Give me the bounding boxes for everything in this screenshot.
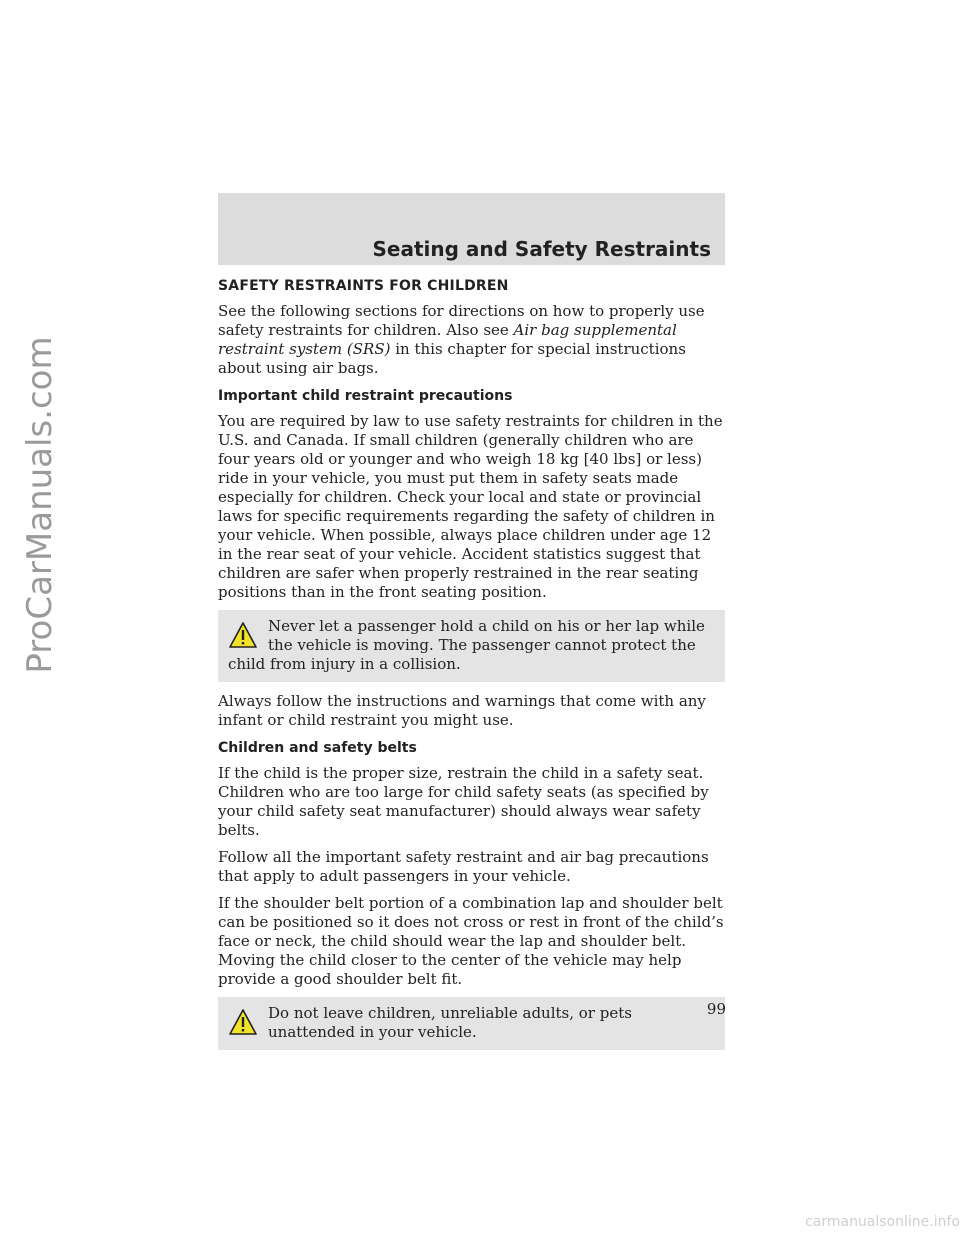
warning-text: Do not leave children, unreliable adults, or pets unattended in your vehicle. [268,1004,632,1041]
warning-triangle-icon [228,621,258,649]
subheading-safety-belts: Children and safety belts [218,740,417,756]
paragraph-precautions: You are required by law to use safety restraints for children in the U.S. and Canada. If small children (generally children who are four years old or younger and who weigh 18 kg [40 lbs] or less) ride in your vehicle, you must put them in safety seats made especially for children. Check your local and state or provincial laws for specific requirements regarding the safety of children in your vehicle. When possible, always place children under age 12 in the rear seat of your vehicle. Accident statistics suggest that children are safer when properly restrained in the rear seating positions than in the front seating position. [218,412,723,601]
intro-text-1: See the following sections for directions on how to properly use safety restraints for children. Also see [218,302,705,339]
paragraph-adult-precautions: Follow all the important safety restraint and air bag precautions that apply to adult passengers in your vehicle. [218,848,709,885]
intro-paragraph [218,302,725,378]
header-band [218,193,725,265]
warning-text: Never let a passenger hold a child on his or her lap while the vehicle is moving. The passenger cannot protect the child from injury in a collision. [228,617,705,673]
source-url: carmanualsonline.info [805,1214,960,1230]
intro-text-2: in this chapter for special instructions about using air bags. [218,340,686,377]
page-heading: SAFETY RESTRAINTS FOR CHILDREN [218,278,509,294]
warning-triangle-icon [228,1008,258,1036]
intro-reference: Air bag supplemental restraint system (SRS) [218,321,677,358]
warning-box [218,997,725,1050]
paragraph-follow-instructions: Always follow the instructions and warnings that come with any infant or child restraint you might use. [218,692,706,729]
page-number: 99 [706,1000,726,1018]
main-content [218,278,725,1060]
section-title: Seating and Safety Restraints [372,237,711,261]
subheading-precautions: Important child restraint precautions [218,388,513,404]
paragraph-shoulder-belt: If the shoulder belt portion of a combination lap and shoulder belt can be positioned so it does not cross or rest in front of the child’s face or neck, the child should wear the lap and shoulder belt. Moving the child closer to the center of the vehicle may help provide a good shoulder belt fit. [218,894,724,988]
warning-box [218,610,725,682]
watermark: ProCarManuals.com [20,336,60,674]
paragraph-proper-size: If the child is the proper size, restrain the child in a safety seat. Children who are too large for child safety seats (as specified by your child safety seat manufacturer) should always wear safety belts. [218,764,709,839]
